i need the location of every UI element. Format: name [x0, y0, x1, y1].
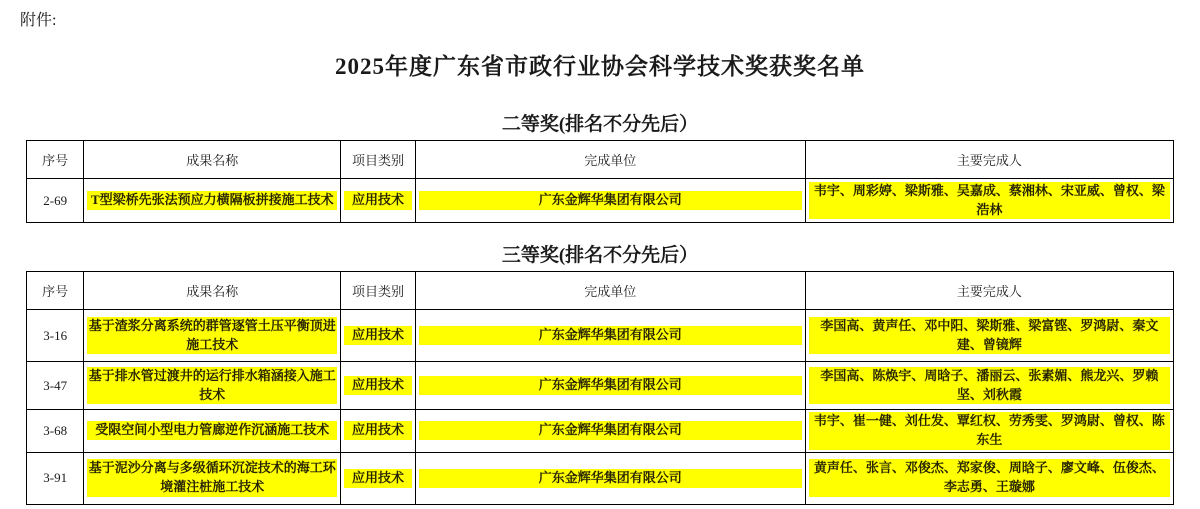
cell-achievement	[84, 452, 341, 504]
highlighted-text: 基于泥沙分离与多级循环沉淀技术的海工环境灌注桩施工技术	[87, 459, 337, 497]
table-header-row	[27, 141, 1174, 179]
highlighted-text: 广东金辉华集团有限公司	[419, 469, 802, 488]
third-prize-table	[26, 271, 1174, 505]
cell-people	[805, 310, 1173, 362]
cell-people	[805, 452, 1173, 504]
table-row	[27, 362, 1174, 410]
column-header-achievement: 成果名称	[84, 141, 341, 179]
highlighted-text: 广东金辉华集团有限公司	[419, 421, 802, 440]
highlighted-text: 韦宇、崔一健、刘仕发、覃红权、劳秀雯、罗鸿尉、曾权、陈东生	[809, 412, 1170, 450]
cell-achievement	[84, 310, 341, 362]
highlighted-text: 李国高、黄声任、邓中阳、梁斯雅、梁富铿、罗鸿尉、秦文建、曾镜辉	[809, 317, 1170, 355]
highlighted-text: 黄声任、张言、邓俊杰、郑家俊、周晗子、廖文峰、伍俊杰、李志勇、王璇娜	[809, 459, 1170, 497]
highlighted-text: 李国高、陈焕宇、周晗子、潘丽云、张素媚、熊龙兴、罗赖坚、刘秋霞	[809, 367, 1170, 405]
highlighted-text: 应用技术	[344, 376, 412, 395]
highlighted-text: 应用技术	[344, 421, 412, 440]
table-header-row	[27, 272, 1174, 310]
section-heading-third-prize: 三等奖(排名不分先后）	[501, 245, 699, 266]
highlighted-text: 受限空间小型电力管廊逆作沉涵施工技术	[87, 421, 337, 440]
cell-unit	[415, 179, 805, 223]
highlighted-text: 应用技术	[344, 469, 412, 488]
cell-unit	[415, 410, 805, 453]
section-heading-second-prize: 二等奖(排名不分先后）	[501, 114, 699, 135]
table-row	[27, 452, 1174, 504]
column-header-serial: 序号	[27, 272, 84, 310]
highlighted-text: 基于渣浆分离系统的群管逐管土压平衡顶进施工技术	[87, 317, 337, 355]
cell-people	[805, 410, 1173, 453]
column-header-unit: 完成单位	[415, 141, 805, 179]
cell-serial: 3-47	[27, 362, 84, 410]
column-header-unit: 完成单位	[415, 272, 805, 310]
cell-category	[341, 410, 416, 453]
highlighted-text: 应用技术	[344, 326, 412, 345]
highlighted-text: 韦宇、周彩婷、梁斯雅、吴嘉成、蔡湘林、宋亚威、曾权、梁浩林	[809, 182, 1170, 220]
highlighted-text: 基于排水管过渡井的运行排水箱涵接入施工技术	[87, 367, 337, 405]
highlighted-text: 广东金辉华集团有限公司	[419, 191, 802, 210]
cell-people	[805, 362, 1173, 410]
cell-unit	[415, 362, 805, 410]
cell-unit	[415, 310, 805, 362]
cell-achievement	[84, 410, 341, 453]
cell-serial: 2-69	[27, 179, 84, 223]
table-row	[27, 179, 1174, 223]
highlighted-text: 应用技术	[344, 191, 412, 210]
cell-serial: 3-16	[27, 310, 84, 362]
highlighted-text: 广东金辉华集团有限公司	[419, 376, 802, 395]
column-header-serial: 序号	[27, 141, 84, 179]
page-title: 2025年度广东省市政行业协会科学技术奖获奖名单	[335, 54, 865, 79]
highlighted-text: 广东金辉华集团有限公司	[419, 326, 802, 345]
cell-serial: 3-68	[27, 410, 84, 453]
cell-people	[805, 179, 1173, 223]
attachment-label: 附件:	[20, 12, 57, 29]
cell-category	[341, 310, 416, 362]
column-header-achievement: 成果名称	[84, 272, 341, 310]
cell-unit	[415, 452, 805, 504]
column-header-category: 项目类别	[341, 141, 416, 179]
cell-achievement	[84, 179, 341, 223]
table-row	[27, 310, 1174, 362]
second-prize-table	[26, 140, 1174, 223]
cell-category	[341, 362, 416, 410]
column-header-category: 项目类别	[341, 272, 416, 310]
cell-category	[341, 179, 416, 223]
table-row	[27, 410, 1174, 453]
column-header-people: 主要完成人	[805, 141, 1173, 179]
highlighted-text: T型梁桥先张法预应力横隔板拼接施工技术	[87, 191, 337, 210]
cell-achievement	[84, 362, 341, 410]
column-header-people: 主要完成人	[805, 272, 1173, 310]
cell-category	[341, 452, 416, 504]
cell-serial: 3-91	[27, 452, 84, 504]
